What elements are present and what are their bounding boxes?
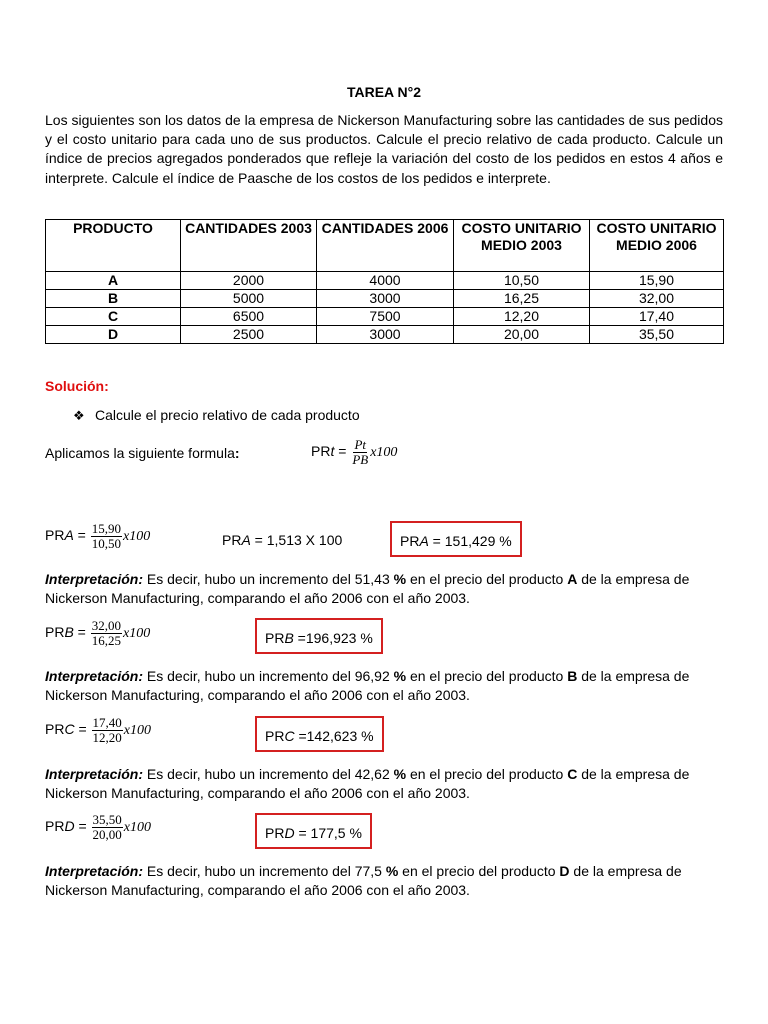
- product-letter: C: [567, 766, 578, 782]
- cell-cost-2006: 15,90: [590, 272, 724, 290]
- interpretation-label: Interpretación:: [45, 571, 144, 587]
- formula-var: D: [64, 818, 75, 835]
- product-letter: B: [567, 668, 578, 684]
- calc-a: [222, 532, 342, 548]
- interpretation-text: en el precio del producto: [406, 571, 568, 587]
- formula-fraction: [351, 438, 369, 467]
- cell-cost-2003: 12,20: [454, 308, 590, 326]
- interpretation-a: [45, 570, 723, 608]
- calc-rest: = 1,513 X 100: [250, 532, 343, 548]
- header-cantidades-2003: CANTIDADES 2003: [181, 220, 317, 272]
- calc-prefix: PR: [222, 532, 242, 548]
- denominator: 16,25: [91, 633, 122, 648]
- table-row: [46, 290, 724, 308]
- cell-cost-2003: 16,25: [454, 290, 590, 308]
- cell-cost-2003: 10,50: [454, 272, 590, 290]
- cell-qty-2003: 5000: [181, 290, 317, 308]
- formula-d: PRD = $\frac{35,50}{20,00}$ x100: [45, 812, 152, 842]
- result-var: C: [284, 728, 295, 744]
- cell-product: C: [46, 308, 181, 326]
- formula-denominator: PB: [352, 452, 369, 467]
- result-prefix: PR: [265, 825, 285, 841]
- interpretation-text: de la empresa de Nickerson Manufacturing, comparando el año 2006 con el año 2003.: [45, 863, 682, 899]
- numerator: 15,90: [91, 521, 122, 536]
- interpretation-label: Interpretación:: [45, 668, 144, 684]
- cell-qty-2003: 2500: [181, 326, 317, 344]
- bullet-item: [73, 407, 360, 424]
- cell-cost-2006: 17,40: [590, 308, 724, 326]
- cell-cost-2003: 20,00: [454, 326, 590, 344]
- calc-var: A: [241, 532, 251, 548]
- multiplier: x100: [123, 723, 152, 739]
- header-producto: PRODUCTO: [46, 220, 181, 272]
- interpretation-text: Es decir, hubo un incremento del 77,5: [143, 863, 386, 879]
- result-var: A: [419, 533, 429, 549]
- data-table: [45, 219, 724, 344]
- result-box-a: [390, 521, 522, 557]
- cell-qty-2006: 7500: [317, 308, 454, 326]
- header-cantidades-2006: CANTIDADES 2006: [317, 220, 454, 272]
- bullet-text: Calcule el precio relativo de cada producto: [95, 407, 360, 423]
- percent-sign: %: [385, 863, 399, 879]
- result-box-d: [255, 813, 372, 849]
- formula-lhs-prefix: PR: [311, 443, 331, 460]
- result-value: =196,923 %: [293, 630, 373, 646]
- formula-numerator: Pt: [354, 437, 367, 452]
- solution-heading: Solución:: [45, 378, 109, 394]
- cell-cost-2006: 32,00: [590, 290, 724, 308]
- formula-equals: =: [334, 443, 351, 460]
- interpretation-b: [45, 667, 723, 705]
- result-prefix: PR: [265, 630, 285, 646]
- numerator: 35,50: [92, 812, 122, 827]
- cell-qty-2006: 4000: [317, 272, 454, 290]
- cell-product: D: [46, 326, 181, 344]
- interpretation-text: en el precio del producto: [398, 863, 560, 879]
- formula-c: PRC = $\frac{17,40}{12,20}$ x100: [45, 715, 152, 745]
- percent-sign: %: [393, 668, 407, 684]
- cell-product: A: [46, 272, 181, 290]
- percent-sign: %: [393, 766, 407, 782]
- formula-lhs-var: t: [330, 443, 335, 460]
- fraction-a: [91, 522, 122, 551]
- interpretation-d: [45, 862, 723, 900]
- formula-prefix: PR: [45, 624, 65, 641]
- interpretation-c: [45, 765, 723, 803]
- cell-qty-2003: 6500: [181, 308, 317, 326]
- formula-a: PRA = $\frac{15,90}{10,50}$ x100: [45, 521, 151, 551]
- denominator: 12,20: [92, 730, 122, 745]
- product-letter: D: [559, 863, 570, 879]
- cell-qty-2006: 3000: [317, 326, 454, 344]
- fraction-d: [92, 813, 123, 842]
- result-box-b: [255, 618, 383, 654]
- formula-intro-text: Aplicamos la siguiente formula: [45, 445, 235, 461]
- interpretation-text: de la empresa de Nickerson Manufacturing, comparando el año 2006 con el año 2003.: [45, 571, 690, 607]
- interpretation-text: Es decir, hubo un incremento del 42,62: [143, 766, 394, 782]
- interpretation-text: en el precio del producto: [406, 766, 568, 782]
- cell-product: B: [46, 290, 181, 308]
- cell-qty-2003: 2000: [181, 272, 317, 290]
- table-row: [46, 326, 724, 344]
- result-value: = 151,429 %: [428, 533, 512, 549]
- formula-prefix: PR: [45, 721, 65, 738]
- fraction-b: [91, 619, 122, 648]
- product-letter: A: [567, 571, 578, 587]
- formula-var: A: [64, 527, 74, 544]
- multiplier: x100: [123, 626, 151, 642]
- formula-prefix: PR: [45, 818, 65, 835]
- interpretation-label: Interpretación:: [45, 766, 144, 782]
- result-value: =142,623 %: [294, 728, 374, 744]
- header-costo-2006: COSTO UNITARIO MEDIO 2006: [590, 220, 724, 272]
- interpretation-text: en el precio del producto: [406, 668, 568, 684]
- formula-b: PRB = $\frac{32,00}{16,25}$ x100: [45, 618, 151, 648]
- result-var: B: [284, 630, 294, 646]
- numerator: 17,40: [92, 715, 122, 730]
- numerator: 32,00: [91, 618, 122, 633]
- formula-prefix: PR: [45, 527, 65, 544]
- interpretation-text: de la empresa de Nickerson Manufacturing, comparando el año 2006 con el año 2003.: [45, 766, 690, 802]
- formula-var: B: [64, 624, 74, 641]
- cell-qty-2006: 3000: [317, 290, 454, 308]
- interpretation-text: de la empresa de Nickerson Manufacturing, comparando el año 2006 con el año 2003.: [45, 668, 690, 704]
- interpretation-label: Interpretación:: [45, 863, 144, 879]
- table-row: [46, 272, 724, 290]
- table-header-row: [46, 220, 724, 272]
- multiplier: x100: [123, 529, 151, 545]
- page-title: TAREA N°2: [346, 84, 422, 100]
- result-prefix: PR: [265, 728, 285, 744]
- denominator: 10,50: [91, 536, 122, 551]
- percent-sign: %: [393, 571, 407, 587]
- formula-var: C: [64, 721, 75, 738]
- diamond-bullet-icon: ❖: [73, 408, 85, 423]
- interpretation-text: Es decir, hubo un incremento del 96,92: [143, 668, 394, 684]
- table-row: [46, 308, 724, 326]
- formula-multiplier: x100: [370, 445, 398, 461]
- multiplier: x100: [123, 820, 152, 836]
- header-costo-2003: COSTO UNITARIO MEDIO 2003: [454, 220, 590, 272]
- fraction-c: [92, 716, 123, 745]
- cell-cost-2006: 35,50: [590, 326, 724, 344]
- result-value: = 177,5 %: [294, 825, 362, 841]
- result-var: D: [284, 825, 295, 841]
- result-prefix: PR: [400, 533, 420, 549]
- interpretation-text: Es decir, hubo un incremento del 51,43: [143, 571, 394, 587]
- result-box-c: [255, 716, 384, 752]
- general-formula: [311, 438, 397, 467]
- formula-intro-line: Aplicamos la siguiente formula:: [45, 445, 240, 461]
- denominator: 20,00: [92, 827, 122, 842]
- intro-paragraph: Los siguientes son los datos de la empresa de Nickerson Manufacturing sobre las cantidades de sus pedidos y el costo unitario para cada uno de sus productos. Calcule el precio relativo de cada producto. Calcule un índice de precios agregados ponderados que refleje la variación del costo de los pedidos en estos 4 años e interprete. Calcule el índice de Paasche de los costos de los pedidos e interprete.: [45, 112, 723, 186]
